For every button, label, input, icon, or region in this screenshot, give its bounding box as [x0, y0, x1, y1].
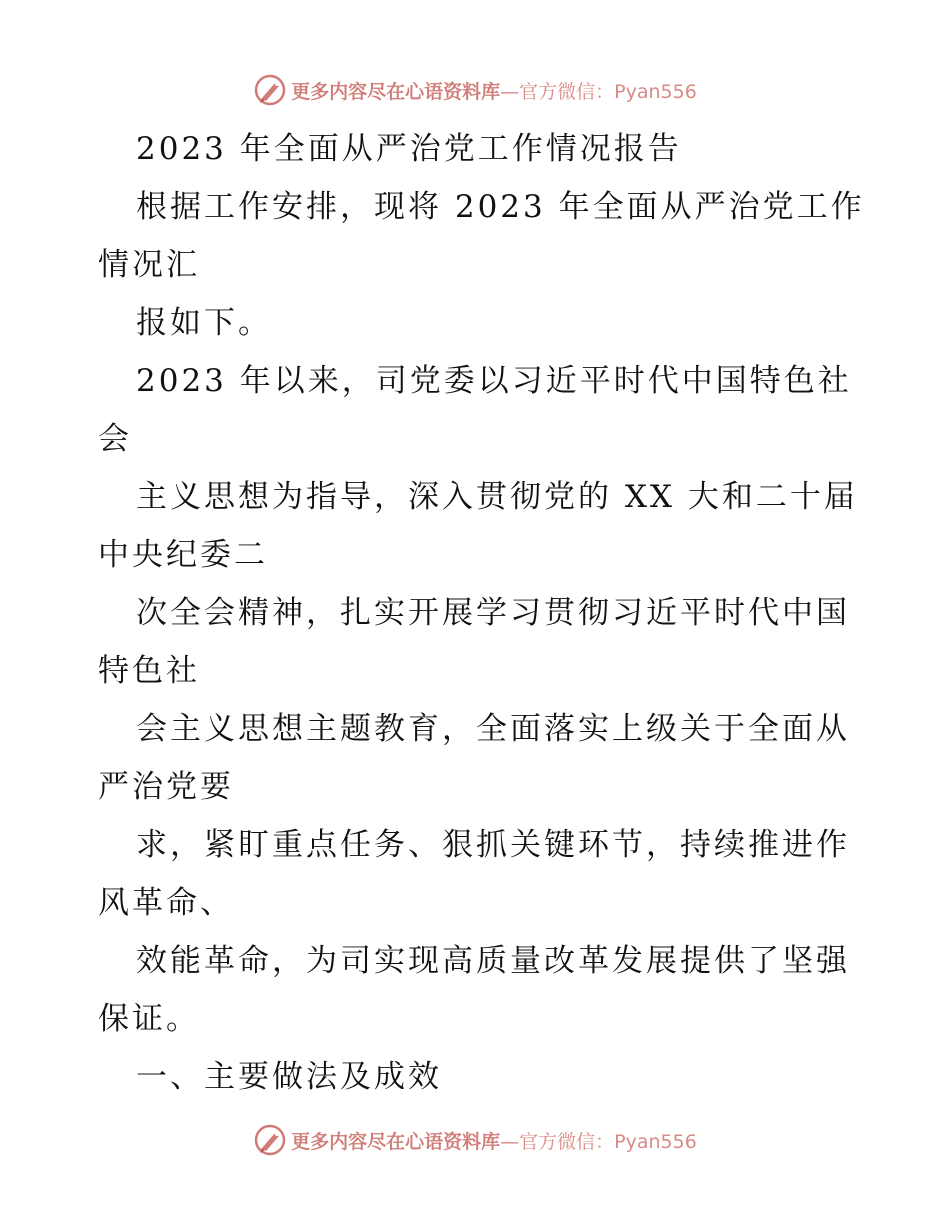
section-heading: 一、主要做法及成效 [136, 1059, 442, 1095]
paragraph-line: 严治党要 [98, 769, 234, 805]
paragraph-line: 根据工作安排，现将 2023 年全面从严治党工作 [136, 189, 865, 225]
document-body [98, 120, 865, 1106]
paragraph-line: 效能革命，为司实现高质量改革发展提供了坚强 [136, 943, 850, 979]
footer-watermark [0, 1120, 950, 1160]
paragraph-line: 会 [98, 421, 132, 457]
watermark-dash: — [500, 80, 520, 103]
watermark-main-text: 更多内容尽在心语资料库 [291, 80, 501, 103]
watermark-dash: — [500, 1130, 520, 1153]
paragraph-line: 主义思想为指导，深入贯彻党的 XX 大和二十届 [136, 479, 858, 515]
paragraph-line: 风革命、 [98, 885, 234, 921]
watermark-main-text: 更多内容尽在心语资料库 [291, 1130, 501, 1153]
paragraph-line: 中央纪委二 [98, 537, 268, 573]
paragraph-line: 保证。 [98, 1001, 200, 1037]
header-watermark [0, 70, 950, 110]
paragraph-line: 会主义思想主题教育，全面落实上级关于全面从 [136, 711, 850, 747]
paragraph-line: 次全会精神，扎实开展学习贯彻习近平时代中国 [136, 595, 850, 631]
document-title: 2023 年全面从严治党工作情况报告 [136, 131, 682, 167]
paragraph-line: 求，紧盯重点任务、狠抓关键环节，持续推进作 [136, 827, 850, 863]
pen-logo-icon [253, 1123, 287, 1157]
paragraph-line: 报如下。 [136, 305, 272, 341]
watermark-wechat-text: 官方微信：Pyan556 [519, 1130, 697, 1153]
paragraph-line: 2023 年以来，司党委以习近平时代中国特色社 [136, 363, 852, 399]
pen-logo-icon [253, 73, 287, 107]
paragraph-line: 情况汇 [98, 247, 200, 283]
paragraph-line: 特色社 [98, 653, 200, 689]
watermark-wechat-text: 官方微信：Pyan556 [519, 80, 697, 103]
